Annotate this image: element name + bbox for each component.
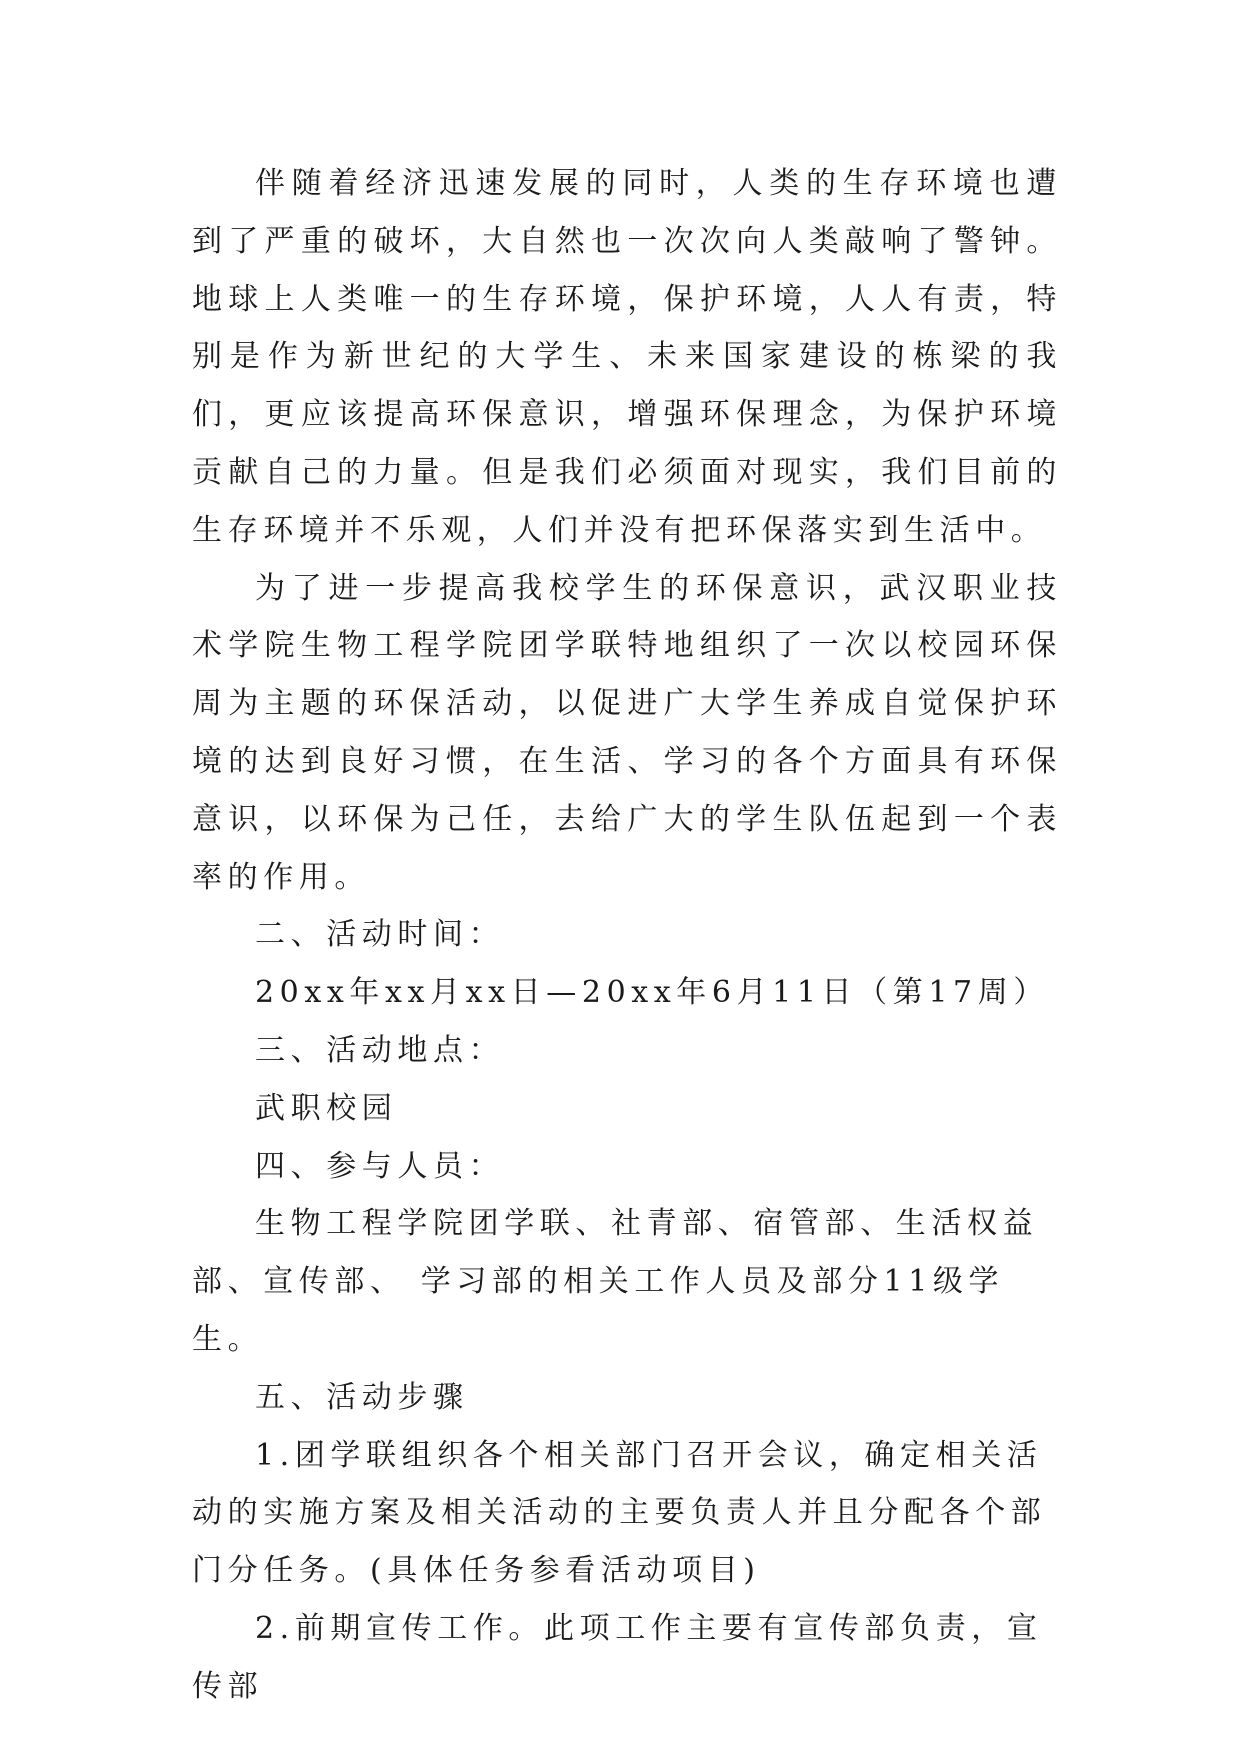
time-value: 20xx年xx月xx日—20xx年6月11日（第17周）	[255, 975, 1049, 1011]
place-heading: 三、活动地点：	[255, 1032, 505, 1068]
people-value: 生物工程学院团学联、社青部、宿管部、生活权益部、宣传部、 学习部的相关工作人员及部分11级学生。	[192, 1206, 1039, 1357]
steps-heading: 五、活动步骤	[255, 1379, 469, 1415]
document-body	[192, 155, 1062, 1716]
step-1-paragraph: 1.团学联组织各个相关部门召开会议，确定相关活动的实施方案及相关活动的主要负责人并且分配各个部门分任务。(具体任务参看活动项目)	[192, 1437, 1047, 1589]
time-heading: 二、活动时间：	[255, 917, 505, 953]
purpose-paragraph: 为了进一步提高我校学生的环保意识，武汉职业技术学院生物工程学院团学联特地组织了一次以校园环保周为主题的环保活动，以促进广大学生养成自觉保护环境的达到良好习惯，在生活、学习的各个方面具有环保意识，以环保为己任，去给广大的学生队伍起到一个表率的作用。	[192, 570, 1062, 895]
people-heading: 四、参与人员：	[255, 1148, 505, 1184]
step-2-paragraph: 2.前期宣传工作。此项工作主要有宣传部负责，宣传部	[192, 1610, 1043, 1704]
place-value: 武职校园	[255, 1090, 398, 1126]
intro-paragraph: 伴随着经济迅速发展的同时，人类的生存环境也遭到了严重的破坏，大自然也一次次向人类敲响了警钟。地球上人类唯一的生存环境，保护环境，人人有责，特别是作为新世纪的大学生、未来国家建设的栋梁的我们，更应该提高环保意识，增强环保理念，为保护环境贡献自己的力量。但是我们必须面对现实，我们目前的生存环境并不乐观，人们并没有把环保落实到生活中。	[192, 166, 1062, 548]
